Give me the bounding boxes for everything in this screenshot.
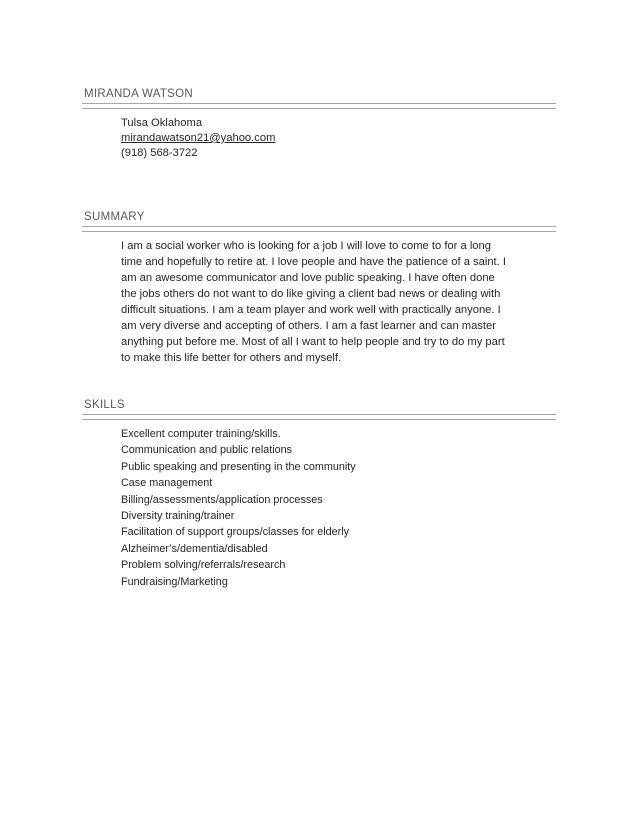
summary-line: am very diverse and accepting of others. I am a fast learner and can master (121, 320, 496, 332)
skills-divider (82, 414, 556, 420)
phone-text: (918) 568-3722 (121, 147, 198, 159)
location-text: Tulsa Oklahoma (121, 117, 203, 129)
summary-paragraph (121, 238, 541, 366)
skills-list (121, 426, 541, 590)
skill-item: Billing/assessments/application processes (121, 493, 323, 506)
summary-divider (82, 226, 556, 232)
skill-item: Fundraising/Marketing (121, 575, 228, 588)
email-link[interactable]: mirandawatson21@yahoo.com (121, 132, 276, 144)
skill-item: Case management (121, 477, 213, 490)
summary-line: to make this life better for others and myself. (121, 352, 342, 364)
skill-item: Problem solving/referrals/research (121, 559, 286, 572)
skill-item: Excellent computer training/skills. (121, 428, 281, 440)
summary-line: anything put before me. Most of all I want to help people and try to do my part (121, 336, 505, 348)
name-divider (82, 103, 556, 109)
summary-line: am an awesome communicator and love public speaking. I have often done (121, 272, 495, 284)
skill-item: Communication and public relations (121, 444, 293, 457)
name-heading: MIRANDA WATSON (84, 88, 193, 100)
summary-line: I am a social worker who is looking for a job I will love to come to for a long (121, 240, 491, 252)
skill-item: Diversity training/trainer (121, 509, 235, 522)
contact-block (121, 116, 541, 161)
skill-item: Alzheimer’s/dementia/disabled (121, 542, 268, 555)
summary-line: the jobs others do not want to do like giving a client bad news or dealing with (121, 288, 501, 300)
skill-item: Facilitation of support groups/classes for elderly (121, 526, 350, 539)
skills-heading: SKILLS (84, 399, 125, 411)
skill-item: Public speaking and presenting in the community (121, 460, 356, 473)
skills-block (121, 426, 541, 590)
summary-line: difficult situations. I am a team player and work well with practically anyone. I (121, 304, 501, 316)
summary-line: time and hopefully to retire at. I love people and have the patience of a saint. I (121, 256, 506, 268)
summary-heading: SUMMARY (84, 211, 145, 223)
